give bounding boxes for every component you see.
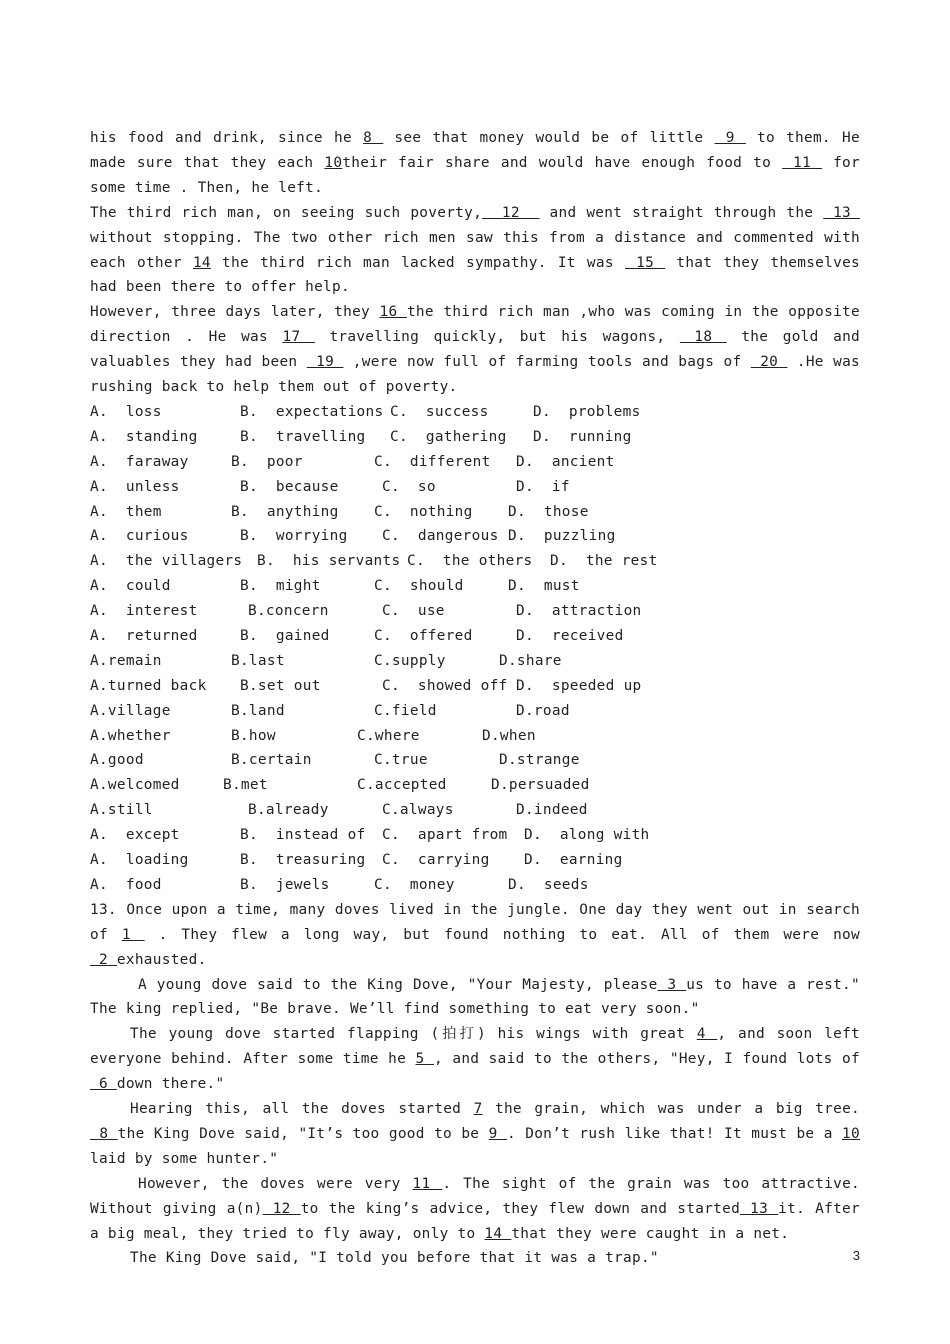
option-choice: D. if — [516, 478, 570, 495]
answer-blank: 2 — [90, 951, 117, 968]
option-choice: B. jewels — [240, 876, 330, 893]
option-choice: C. carrying — [382, 852, 490, 868]
option-choice: D.strange — [499, 752, 580, 769]
option-row — [90, 649, 860, 674]
text-run: The third rich man, on seeing such poverty, — [90, 204, 483, 221]
text-run: it. After a big meal, they tried to fly away, only to — [90, 1200, 860, 1242]
text-run: . Don’t rush like that! It must be a — [506, 1125, 843, 1142]
option-choice: D. problems — [533, 403, 641, 420]
answer-blank: 11 — [782, 154, 823, 171]
text-run: The young dove started flapping (拍打) his wings with great — [130, 1026, 697, 1043]
option-choice: C. showed off — [382, 677, 508, 694]
option-choice: D. attraction — [516, 603, 642, 620]
option-choice: C.where — [357, 727, 420, 744]
passage-b-paragraph-5 — [90, 1172, 860, 1247]
option-choice: A. standing — [90, 428, 198, 445]
answer-blank: 17 — [282, 329, 315, 346]
text-run: the third rich man ,who was coming in the opposite direction . He was — [90, 304, 860, 346]
option-choice: D.persuaded — [491, 777, 590, 794]
option-choice: C. offered — [374, 627, 473, 644]
answer-blank: 3 — [657, 976, 687, 993]
option-choice: A. interest — [90, 603, 198, 620]
answer-blank: 13 — [740, 1200, 779, 1217]
passage-b-paragraph-2 — [90, 973, 860, 1023]
option-choice: B.already — [248, 802, 329, 819]
option-choice: C. dangerous — [382, 528, 499, 545]
option-row — [90, 475, 860, 500]
text-run: However, three days later, they — [90, 304, 380, 321]
text-run: for some time . Then, he left. — [90, 154, 860, 196]
answer-blank: 14 — [484, 1225, 512, 1242]
option-choice: D. earning — [524, 852, 623, 868]
text-run: , and soon left everyone behind. After some time he — [90, 1026, 860, 1068]
option-choice: B.last — [231, 652, 285, 669]
text-run: 13. Once upon a time, many doves lived in the jungle. One day they went out in search of — [90, 901, 860, 943]
option-row — [90, 574, 860, 599]
text-run: travelling quickly, but his wagons, — [314, 329, 680, 346]
option-choice: B. worrying — [240, 528, 348, 545]
option-choice: B.how — [231, 727, 276, 744]
text-run: his food and drink, since he — [90, 130, 364, 146]
option-choice: A. them — [90, 503, 162, 520]
text-run: . The sight of the grain was too attractive. Without giving a(n) — [90, 1175, 860, 1217]
option-row — [90, 724, 860, 749]
option-choice: B. his servants — [257, 553, 401, 570]
option-row — [90, 624, 860, 649]
option-row — [90, 400, 860, 425]
option-row — [90, 450, 860, 475]
option-choice: C. so — [382, 478, 436, 495]
option-row — [90, 500, 860, 525]
answer-blank: 12 — [482, 204, 540, 221]
answer-blank: 10 — [324, 154, 343, 171]
option-choice: B. because — [240, 478, 339, 495]
option-row — [90, 599, 860, 624]
option-choice: B. might — [240, 578, 321, 595]
answer-options — [90, 400, 860, 898]
text-run: the gold and valuables they had been — [90, 329, 860, 371]
answer-blank: 15 — [624, 254, 666, 271]
text-run: However, the doves were very — [138, 1175, 413, 1192]
option-choice: D. the rest — [550, 553, 658, 570]
option-choice: A.good — [90, 752, 144, 769]
passage-b-paragraph-6 — [90, 1246, 860, 1271]
option-choice: D. those — [508, 503, 589, 520]
option-choice: C. nothing — [374, 503, 473, 520]
option-row — [90, 674, 860, 699]
option-choice: B.met — [223, 777, 268, 794]
option-choice: D. along with — [524, 827, 650, 844]
answer-blank: 16 — [379, 304, 407, 321]
text-run: down there." — [116, 1076, 225, 1093]
option-row — [90, 549, 860, 574]
text-run: without stopping. The two other rich men saw this from a distance and commented with each other — [90, 229, 860, 271]
option-choice: C. apart from — [382, 827, 508, 844]
option-choice: D. must — [508, 578, 580, 595]
option-choice: B. poor — [231, 453, 303, 470]
option-choice: C. money — [374, 876, 455, 893]
option-choice: A. faraway — [90, 453, 189, 470]
option-choice: A. loading — [90, 852, 189, 868]
text-run: the grain, which was under a big tree. — [482, 1101, 861, 1118]
answer-blank: 8 — [363, 130, 384, 146]
option-choice: D.share — [499, 652, 562, 669]
text-run: the third rich man lacked sympathy. It was — [210, 254, 625, 271]
answer-blank: 8 — [90, 1125, 118, 1142]
answer-blank: 20 — [750, 354, 788, 371]
answer-blank: 6 — [90, 1076, 117, 1093]
answer-blank: 1 — [121, 926, 145, 943]
text-run: ,were now full of farming tools and bags of — [343, 354, 751, 371]
option-choice: A.welcomed — [90, 777, 180, 794]
text-run: see that money would be of little — [383, 130, 715, 146]
passage-b-paragraph-3 — [90, 1022, 860, 1097]
option-choice: C.supply — [374, 652, 446, 669]
option-row — [90, 798, 860, 823]
option-choice: A. curious — [90, 528, 189, 545]
option-choice: A. loss — [90, 403, 162, 420]
text-run: to them. He made sure that they each — [90, 130, 860, 171]
option-choice: B.concern — [248, 603, 329, 620]
option-choice: D. ancient — [516, 453, 615, 470]
text-run: us to have a rest." The king replied, "Be brave. We’ll find something to eat very soon." — [90, 976, 860, 1018]
option-row — [90, 699, 860, 724]
answer-blank: 19 — [306, 354, 344, 371]
option-choice: A.whether — [90, 727, 171, 744]
option-choice: A.turned back — [90, 677, 207, 694]
option-row — [90, 524, 860, 549]
option-choice: C.field — [374, 702, 437, 719]
option-choice: C. use — [382, 603, 445, 620]
option-choice: B. travelling — [240, 428, 366, 445]
option-choice: B.set out — [240, 677, 321, 694]
option-choice: C.accepted — [357, 777, 447, 794]
option-choice: A.village — [90, 702, 171, 719]
option-choice: D. puzzling — [508, 528, 616, 545]
page-content — [90, 126, 860, 1271]
option-row — [90, 848, 860, 873]
option-row — [90, 823, 860, 848]
option-choice: C.true — [374, 752, 428, 769]
answer-blank: 7 — [473, 1101, 483, 1118]
option-choice: D.when — [482, 727, 536, 744]
option-choice: A. except — [90, 827, 180, 844]
text-run: that they were caught in a net. — [511, 1225, 790, 1242]
text-run: their fair share and would have enough food to — [342, 154, 783, 171]
option-choice: A. unless — [90, 478, 180, 495]
answer-blank: 12 — [262, 1200, 301, 1217]
option-choice: B. gained — [240, 627, 330, 644]
option-choice: A.still — [90, 802, 153, 819]
text-run: to the king’s advice, they flew down and started — [300, 1200, 741, 1217]
option-choice: C.always — [382, 802, 454, 819]
option-choice: B. instead of — [240, 827, 366, 844]
text-run: Hearing this, all the doves started — [130, 1101, 474, 1118]
answer-blank: 9 — [714, 130, 746, 146]
text-run: .He was rushing back to help them out of poverty. — [90, 354, 861, 396]
text-run: and went straight through the — [539, 204, 824, 221]
option-choice: A.remain — [90, 652, 162, 669]
option-choice: C. should — [374, 578, 464, 595]
passage-a-paragraph-2 — [90, 201, 860, 301]
option-choice: C. gathering — [390, 428, 507, 445]
text-run: exhausted. — [116, 951, 207, 968]
text-run: A young dove said to the King Dove, "Your Majesty, please — [138, 976, 658, 993]
option-row — [90, 748, 860, 773]
option-choice: D.indeed — [516, 802, 588, 819]
answer-blank: 4 — [696, 1026, 718, 1043]
passage-a-paragraph-1 — [90, 126, 860, 201]
option-row — [90, 773, 860, 798]
option-choice: D.road — [516, 702, 570, 719]
option-choice: D. received — [516, 627, 624, 644]
option-choice: B.certain — [231, 752, 312, 769]
option-choice: B. expectations — [240, 403, 384, 420]
answer-blank: 9 — [488, 1125, 507, 1142]
text-run: that they themselves had been there to offer help. — [90, 254, 860, 296]
text-run: , and said to the others, "Hey, I found lots of — [433, 1051, 860, 1068]
option-choice: C. the others — [407, 553, 533, 570]
passage-b-paragraph-4 — [90, 1097, 860, 1172]
page-number: 3 — [852, 1248, 860, 1263]
option-choice: B. treasuring — [240, 852, 366, 868]
passage-a-paragraph-3 — [90, 300, 860, 400]
text-run: laid by some hunter." — [90, 1150, 279, 1167]
option-choice: D. speeded up — [516, 677, 642, 694]
option-choice: D. seeds — [508, 876, 589, 893]
passage-b-paragraph-1 — [90, 898, 860, 973]
text-run: the King Dove said, "It’s too good to be — [117, 1125, 489, 1142]
text-run: The King Dove said, "I told you before that it was a trap." — [130, 1250, 659, 1267]
option-choice: A. could — [90, 578, 171, 595]
option-choice: C. different — [374, 453, 491, 470]
answer-blank: 18 — [679, 329, 727, 346]
option-choice: A. returned — [90, 627, 198, 644]
answer-blank: 11 — [412, 1175, 443, 1192]
option-row — [90, 873, 860, 898]
option-choice: B. anything — [231, 503, 339, 520]
option-choice: A. the villagers — [90, 553, 243, 570]
answer-blank: 13 — [823, 204, 860, 221]
answer-blank: 10 — [842, 1125, 860, 1142]
option-choice: D. running — [533, 428, 632, 445]
answer-blank: 14 — [192, 254, 211, 271]
option-choice: B.land — [231, 702, 285, 719]
option-choice: A. food — [90, 876, 162, 893]
answer-blank: 5 — [415, 1051, 434, 1068]
text-run: . They flew a long way, but found nothing to eat. All of them were now — [144, 926, 860, 943]
option-choice: C. success — [390, 403, 489, 420]
option-row — [90, 425, 860, 450]
